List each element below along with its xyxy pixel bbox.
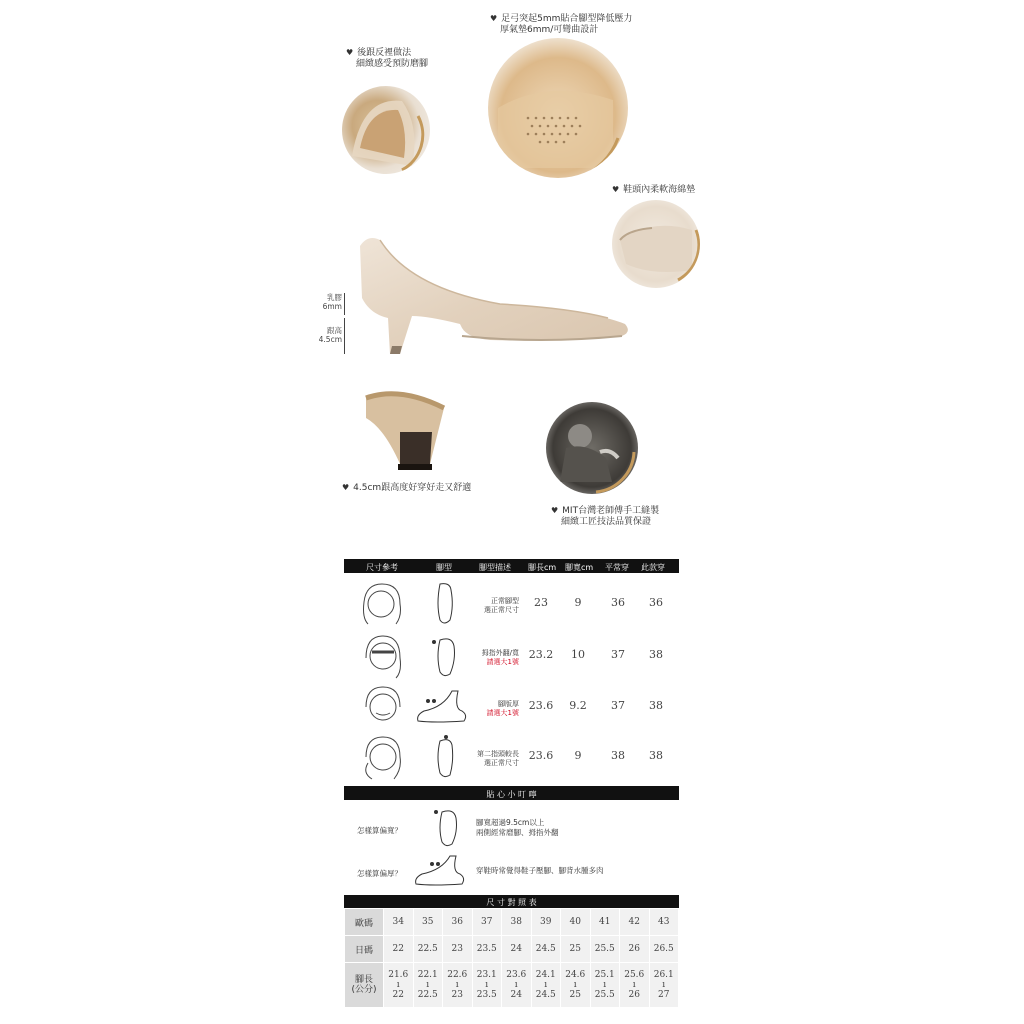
jp-cell: 24.5 [532, 936, 561, 962]
foot-long-toe-icon [432, 733, 458, 781]
size-ref-row [344, 731, 679, 783]
jp-cell: 24 [502, 936, 531, 962]
eu-cell: 43 [650, 909, 679, 935]
length-label: 腳長 (公分) [345, 963, 383, 1007]
heart-icon: ♥ [612, 185, 620, 194]
jp-cell: 22 [384, 936, 413, 962]
tips-title: 貼 心 小 叮 嚀 [486, 790, 537, 799]
row-desc: 拇指外翻/寬 請選大1號 [481, 649, 519, 666]
jp-cell: 26 [620, 936, 649, 962]
heel-back-image [342, 86, 430, 174]
feature-heel-height: ♥ 4.5cm跟高度好穿好走又舒適 [342, 483, 472, 493]
header-foot-desc: 腳型描述 [479, 563, 511, 572]
heart-icon: ♥ [490, 14, 498, 23]
row-this: 38 [649, 749, 663, 762]
jp-cell: 22.5 [414, 936, 443, 962]
row-length: 23 [534, 596, 548, 609]
length-cell: 24.1 ı 24.5 [532, 963, 561, 1007]
girl-illustration [356, 580, 406, 628]
row-usual: 37 [611, 699, 625, 712]
row-width: 10 [571, 648, 585, 661]
row-length: 23.2 [528, 648, 554, 661]
heel-dimension-line [344, 318, 345, 354]
insole-holes [488, 38, 628, 178]
size-chart-row-length [345, 963, 678, 1007]
header-this-size: 此款穿 [641, 563, 665, 572]
foot-wide-icon [432, 804, 462, 850]
tip-question-wide: 怎樣算偏寬？ [357, 826, 402, 835]
header-foot-width: 腳寬cm [565, 563, 594, 572]
jp-cell: 23.5 [473, 936, 502, 962]
jp-cell: 23 [443, 936, 472, 962]
size-chart-title: 尺 寸 對 照 表 [486, 898, 537, 907]
shoe-image [340, 228, 640, 358]
row-usual: 38 [611, 749, 625, 762]
size-ref-row [344, 630, 679, 682]
header-size-ref: 尺寸參考 [366, 563, 398, 572]
latex-label: 乳膠 6mm [322, 293, 342, 311]
jp-label: 日碼 [345, 936, 383, 962]
eu-cell: 39 [532, 909, 561, 935]
tip-answer-wide: 腳寬超過9.5cm以上 兩側經常磨腳、拇指外翻 [476, 818, 559, 837]
feature-arch: ♥ 足弓突起5mm貼合腳型降低壓力 厚氣墊6mm/可彎曲設計 [490, 14, 633, 35]
heel-image [360, 388, 450, 473]
row-desc: 第二指頭較長 選正常尺寸 [477, 750, 519, 767]
eu-cell: 42 [620, 909, 649, 935]
row-usual: 37 [611, 648, 625, 661]
row-width: 9 [574, 749, 582, 762]
row-usual: 36 [611, 596, 625, 609]
length-cell: 25.1 ı 25.5 [591, 963, 620, 1007]
jp-cell: 26.5 [650, 936, 679, 962]
feature-mit: ♥ MIT台灣老師傅手工縫製 細緻工匠技法品質保證 [551, 506, 660, 527]
size-chart-row-jp [345, 936, 678, 962]
foot-thick-icon [412, 854, 468, 890]
length-cell: 24.6 ı 25 [561, 963, 590, 1007]
insole-image [488, 38, 628, 178]
row-desc: 腳版厚 請選大1號 [486, 700, 519, 717]
heel-height-label: 跟高 4.5cm [318, 326, 342, 344]
row-width: 9 [574, 596, 582, 609]
girl-illustration [358, 683, 408, 731]
eu-label: 歐碼 [345, 909, 383, 935]
eu-cell: 35 [414, 909, 443, 935]
tips-header [344, 786, 679, 800]
size-ref-header [344, 559, 679, 573]
length-cell: 25.6 ı 26 [620, 963, 649, 1007]
length-cell: 26.1 ı 27 [650, 963, 679, 1007]
jp-cell: 25.5 [591, 936, 620, 962]
size-ref-row [344, 578, 679, 630]
eu-cell: 41 [591, 909, 620, 935]
jp-cell: 25 [561, 936, 590, 962]
heart-icon: ♥ [346, 48, 354, 57]
row-width: 9.2 [569, 699, 587, 712]
row-this: 36 [649, 596, 663, 609]
length-cell: 23.6 ı 24 [502, 963, 531, 1007]
header-foot-shape: 腳型 [436, 563, 452, 572]
tip-answer-thick: 穿鞋時常覺得鞋子壓腳、腳背水腫多肉 [476, 866, 604, 875]
heart-icon: ♥ [342, 483, 350, 492]
size-chart-row-eu [345, 909, 678, 935]
girl-illustration [358, 632, 408, 680]
row-this: 38 [649, 648, 663, 661]
size-ref-row [344, 681, 679, 733]
size-chart-table [344, 908, 679, 1008]
eu-cell: 36 [443, 909, 472, 935]
row-desc: 正常腳型 選正常尺寸 [484, 597, 519, 614]
foot-thick-icon [414, 687, 470, 727]
heel-back-shape [342, 86, 430, 174]
eu-cell: 37 [473, 909, 502, 935]
heart-icon: ♥ [551, 506, 559, 515]
row-length: 23.6 [528, 699, 554, 712]
length-cell: 22.6 ı 23 [443, 963, 472, 1007]
eu-cell: 34 [384, 909, 413, 935]
header-usual-size: 平常穿 [605, 563, 629, 572]
row-length: 23.6 [528, 749, 554, 762]
length-cell: 21.6 ı 22 [384, 963, 413, 1007]
tip-question-thick: 怎樣算偏厚？ [357, 869, 402, 878]
feature-heel-back: ♥ 後跟反裡做法 細緻感受預防磨腳 [346, 48, 429, 69]
craftsman-image [546, 402, 638, 494]
feature-toe: ♥ 鞋頭內柔軟海綿墊 [612, 185, 696, 195]
size-chart-header [344, 895, 679, 908]
craftsman-shape [546, 402, 638, 494]
foot-wide-icon [430, 632, 460, 680]
foot-normal-icon [432, 580, 458, 628]
length-cell: 23.1 ı 23.5 [473, 963, 502, 1007]
row-this: 38 [649, 699, 663, 712]
header-foot-length: 腳長cm [528, 563, 557, 572]
length-cell: 22.1 ı 22.5 [414, 963, 443, 1007]
eu-cell: 38 [502, 909, 531, 935]
latex-dimension-line [344, 293, 345, 315]
girl-illustration [358, 733, 408, 781]
eu-cell: 40 [561, 909, 590, 935]
